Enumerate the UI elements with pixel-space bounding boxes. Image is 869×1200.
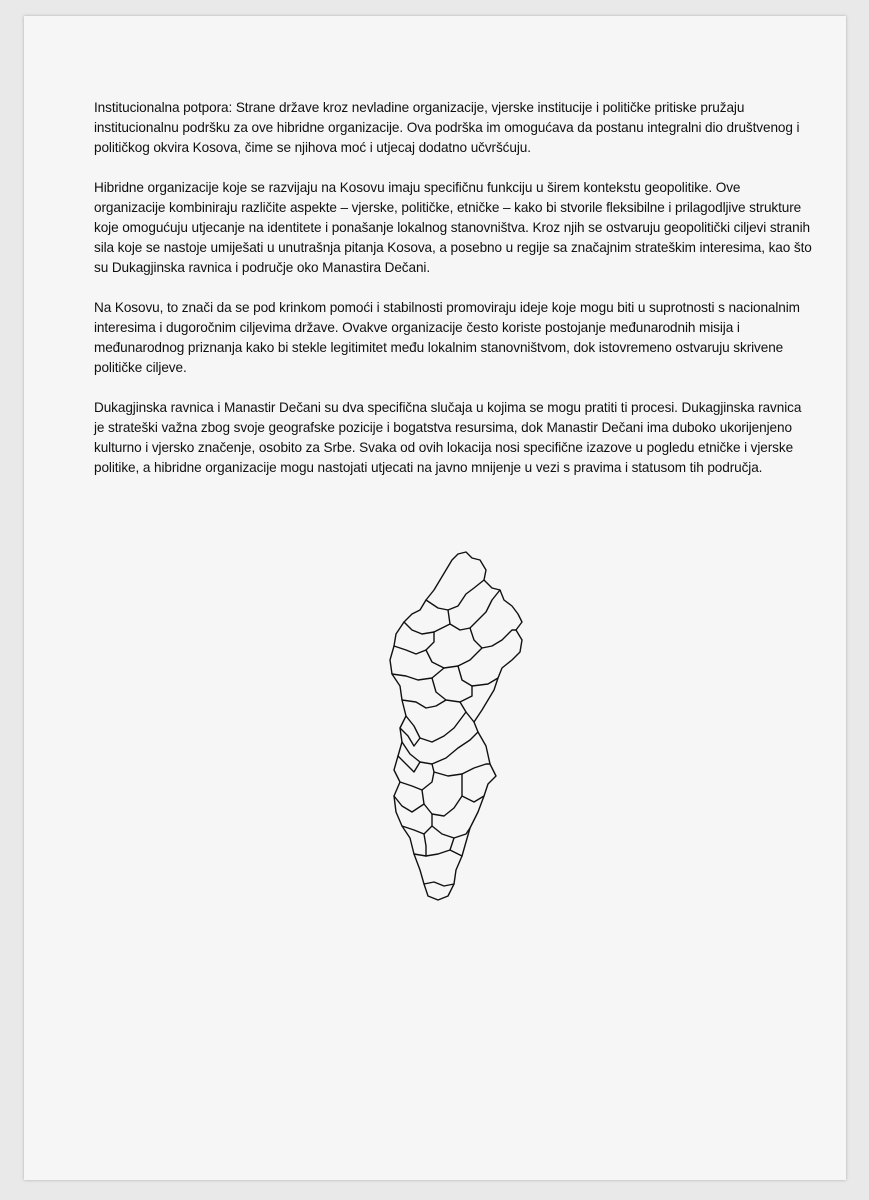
map-district-line <box>426 580 484 610</box>
map-district-line <box>448 590 500 630</box>
paragraph-hybrid-organizations: Hibridne organizacije koje se razvijaju na Kosovu imaju specifičnu funkciju u širem kontekstu geopolitike. Ove organizacije kombiniraju različite aspekte – vjerske, političke, etničke – kako bi stvorile fleksibilne i prilagodljive strukture koje omogućuju utjecanje na identitete i ponašanje lokalnog stanovništva. Kroz njih se ostvaruju geopolitički ciljevi stranih sila koje se nastoje umiješati u unutrašnja pitanja Kosova, a posebno u regije sa značajnim strateškim interesima, kao što su Dukagjinska ravnica i područje oko Manastira Dečani. <box>94 180 812 275</box>
region-outline-map-icon <box>362 550 526 906</box>
map-district-line <box>470 628 516 648</box>
paragraph-kosovo-context: Na Kosovu, to znači da se pod krinkom pomoći i stabilnosti promoviraju ideje koje mogu biti u suprotnosti s nacionalnim interesima i dugoročnim ciljevima države. Ovakve organizacije često koriste postojanje međunarodnih misija i međunarodnog priznanja kako bi stekle legitimitet među lokalnim stanovništvom, dok istovremeno ostvaruju skrivene političke ciljeve. <box>94 300 800 375</box>
map-district-line <box>426 648 482 668</box>
map-district-line <box>394 796 424 812</box>
document-body <box>94 98 814 498</box>
map-district-line <box>404 622 450 634</box>
map-district-line <box>462 796 484 802</box>
map-district-line <box>450 838 454 850</box>
map-district-line <box>406 712 466 742</box>
map-district-line <box>402 814 432 834</box>
map-district-line <box>402 700 446 708</box>
map-district-line <box>424 834 426 856</box>
map-district-line <box>398 756 420 772</box>
document-page <box>24 16 846 1180</box>
map-district-line <box>414 850 462 856</box>
map-district-line <box>392 668 444 680</box>
map-district-line <box>394 632 434 654</box>
map-district-line <box>458 666 498 686</box>
paragraph-dukagjin-decani: Dukagjinska ravnica i Manastir Dečani su dva specifična slučaja u kojima se mogu pratiti ti procesi. Dukagjinska ravnica je strateški važna zbog svoje geografske pozicije i bogatstva resursima, dok Manastir Dečani ima duboko ukorijenjeno kulturno i vjersko značenje, osobito za Srbe. Svaka od ovih lokacija nosi specifične izazove u pogledu etničke i vjerske politike, a hibridne organizacije mogu nastojati utjecati na javno mnijenje u vezi s pravima i statusom tih područja. <box>94 400 802 475</box>
map-district-line <box>424 882 454 886</box>
map-district-line <box>422 774 462 816</box>
map-district-line <box>432 826 470 838</box>
paragraph-institutional-support: Institucionalna potpora: Strane države kroz nevladine organizacije, vjerske institucije i političke pritiske pružaju institucionalnu podršku za ove hibridne organizacije. Ova podrška im omogućava da postanu integralni dio društvenog i političkog okvira Kosova, čime se njihova moć i utjecaj dodatno učvršćuju. <box>94 100 800 155</box>
map-district-line <box>402 732 478 764</box>
map-district-line <box>460 702 474 722</box>
